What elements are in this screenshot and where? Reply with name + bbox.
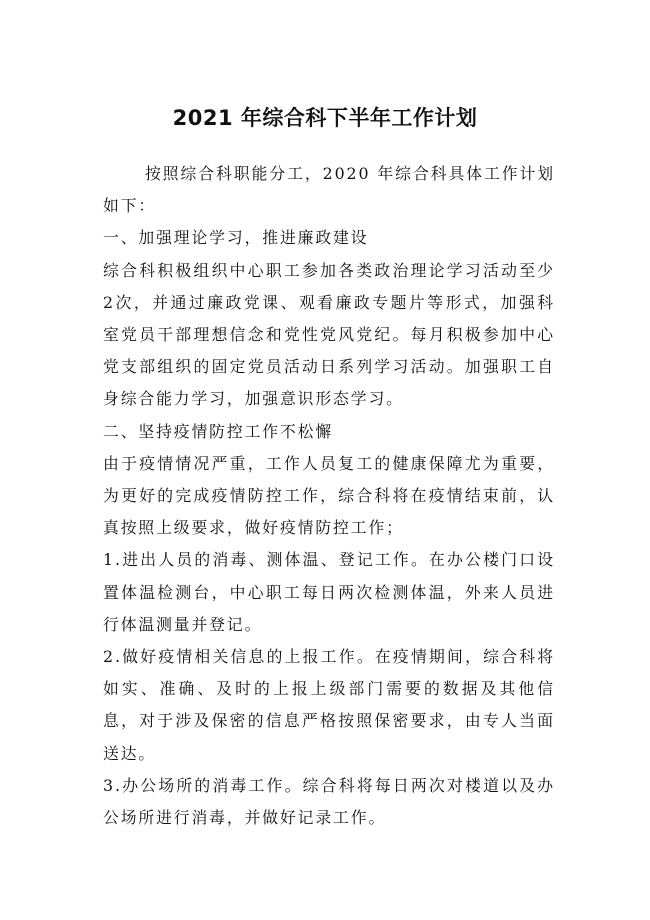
intro-paragraph: 按照综合科职能分工，2020 年综合科具体工作计划如下： bbox=[103, 164, 555, 216]
list-item-2: 2.做好疫情相关信息的上报工作。在疫情期间，综合科将如实、准确、及时的上报上级部门需要的数据及其他信息，对于涉及保密的信息严格按照保密要求，由专人当面送达。 bbox=[103, 647, 555, 763]
list-item-1: 1.进出人员的消毒、测体温、登记工作。在办公楼门口设置体温检测台，中心职工每日两次检测体温，外来人员进行体温测量并登记。 bbox=[103, 550, 555, 634]
section-2-heading: 二、坚持疫情防控工作不松懈 bbox=[103, 421, 334, 441]
document-title: 2021 年综合科下半年工作计划 bbox=[172, 106, 478, 130]
list-item-3: 3.办公场所的消毒工作。综合科将每日两次对楼道以及办公场所进行消毒，并做好记录工作。 bbox=[103, 775, 555, 828]
section-1-heading: 一、加强理论学习，推进廉政建设 bbox=[103, 228, 369, 248]
document-body bbox=[103, 158, 555, 834]
section-1-paragraph: 综合科积极组织中心职工参加各类政治理论学习活动至少2次，并通过廉政党课、观看廉政专题片等形式，加强科室党员干部理想信念和党性党风党纪。每月积极参加中心党支部组织的固定党员活动日系列学习活动。加强职工自身综合能力学习，加强意识形态学习。 bbox=[103, 260, 555, 409]
section-2-paragraph: 由于疫情情况严重，工作人员复工的健康保障尤为重要，为更好的完成疫情防控工作，综合科将在疫情结束前，认真按照上级要求，做好疫情防控工作； bbox=[103, 453, 555, 538]
